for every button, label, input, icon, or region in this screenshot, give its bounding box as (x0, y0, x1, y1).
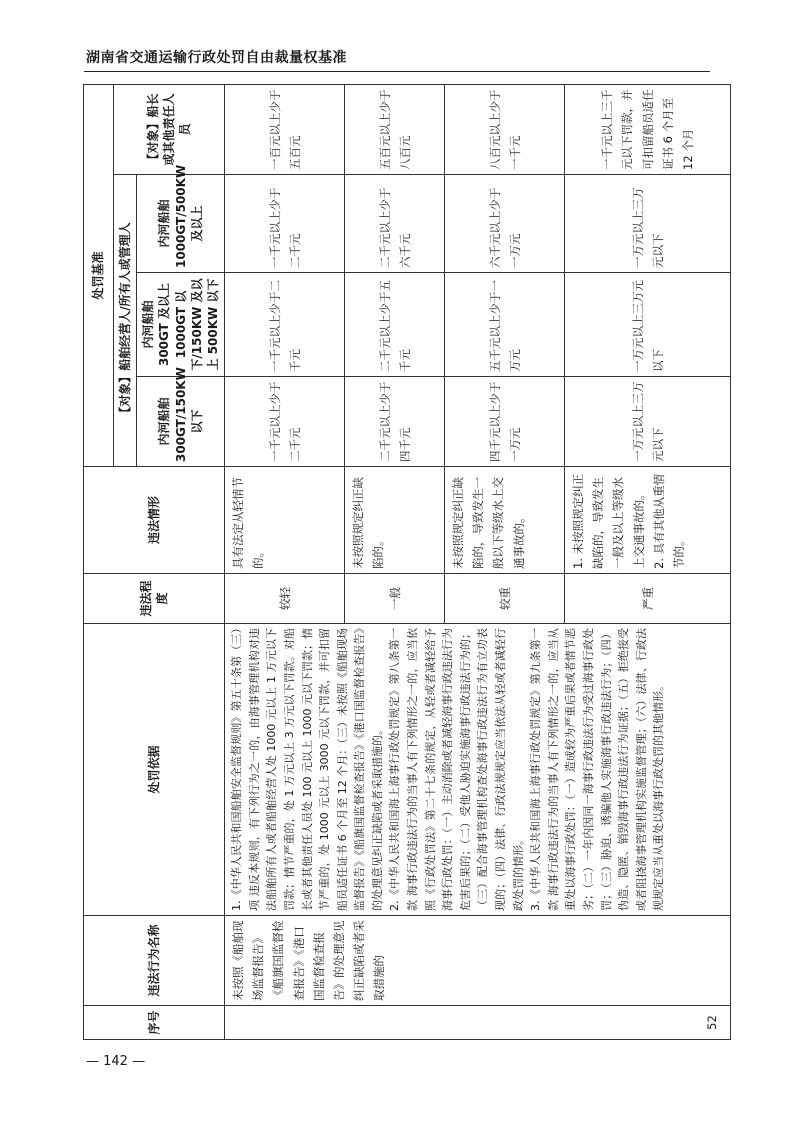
degree-cell: 较轻 (225, 574, 345, 624)
penalty-captain: 五百元以上少于八百元 (345, 84, 445, 174)
situation-cell: 具有法定从轻情节的。 (225, 467, 345, 574)
degree-cell: 较重 (445, 574, 565, 624)
degree-cell: 严重 (565, 574, 731, 624)
violation-name: 未按照《船舶现场监督报告》《船旗国监督检查报告》《港口国监督检查报告》的处理意见纠正缺陷或者采取措施的 (225, 916, 731, 1006)
penalty-small-ship: 一万元以上三万元以下 (565, 377, 731, 467)
situation-cell: 未按照规定纠正缺陷的。 (345, 467, 445, 574)
penalty-standard-table (83, 84, 731, 1040)
penalty-medium-ship: 一万元以上三万元以下 (565, 273, 731, 377)
rotated-table-wrapper (83, 85, 719, 1040)
header-situation: 违法情形 (84, 467, 225, 574)
penalty-small-ship: 四千元以上少于一万元 (445, 377, 565, 467)
penalty-large-ship: 一千元以上少于二千元 (225, 175, 345, 273)
penalty-large-ship: 六千元以上少于一万元 (445, 175, 565, 273)
page-number: — 142 — (86, 1054, 146, 1069)
page-header-title: 湖南省交通运输行政处罚自由裁量权基准 (86, 50, 347, 66)
header-col-medium-ship: 内河船舶 300GT 及以上 1000GT 以下/150KW 及以上 500KW 以下 (137, 273, 225, 377)
row-seq: 52 (225, 1006, 731, 1040)
penalty-large-ship: 二千元以上少于六千元 (345, 175, 445, 273)
header-object-owner: 【对象】船舶经营人/所有人或管理人 (114, 175, 137, 467)
header-name: 违法行为名称 (84, 916, 225, 1006)
penalty-basis-text: 1.《中华人民共和国船舶安全监督规则》第五十条第（三）项 违反本规则，有下列行为之一的，由海事管理机构对违法船舶所有人或者船舶经营人处 1000 元以上 1 万元以下罚款；情节严重的，处 1 万元以上 3 万元以下罚款。对船长或者其他责任人员处 100 元以上 1000 元以下罚款；情节严重的，处 1000 元以上 3000 元以下罚款，并可扣留船员适任证书 6 个月至 12 个月：（三）未按照《船舶现场监督报告》《船旗国监督检查报告》《港口国监督检查报告》的处理意见纠正缺陷或者采取措施的。 2.《中华人民共和国海上海事行政处罚规定》第八条第一款 海事行政违法行为的当事人有下列情形之一的，应当依照《行政处罚法》第二十七条的规定，从轻或者减轻给予海事行政处罚：（一）主动消除或者减轻海事行政违法行为危害后果的；（二）受他人胁迫实施海事行政违法行为的；（三）配合海事管理机构查处海事行政违法行为有立功表现的；（四）法律、行政法规规定应当依法从轻或者减轻行政处罚的情形。 3.《中华人民共和国海上海事行政处罚规定》第九条第一款 海事行政违法行为的当事人有下列情形之一的，应当从重处以海事行政处罚：（一）造成较为严重后果或者情节恶劣；（二）一年内因同一海事行政违法行为受过海事行政处罚；（三）胁迫、诱骗他人实施海事行政违法行为；（四）伪造、隐匿、销毁海事行政违法行为证据；（五）拒绝接受或者阻挠海事管理机构实施监督管理；（六）法律、行政法规规定应当从重处以海事行政处罚的其他情形。 (230, 628, 666, 911)
penalty-captain: 八百元以上少于一千元 (445, 84, 565, 174)
penalty-medium-ship: 五千元以上少于一万元 (445, 273, 565, 377)
penalty-basis (225, 624, 731, 916)
situation-cell: 未按照规定纠正缺陷的，导致发生一般以下等级水上交通事故的。 (445, 467, 565, 574)
header-degree: 违法程度 (84, 574, 225, 624)
situation-cell: 1. 未按照规定纠正缺陷的，导致发生一般及以上等级水上交通事故的。 2. 具有其他从重情节的。 (565, 467, 731, 574)
degree-cell: 一般 (345, 574, 445, 624)
header-col-small-ship: 内河船舶 300GT/150KW 以下 (137, 377, 225, 467)
penalty-captain: 一千元以上三千元以下罚款，并可扣留船员适任证书 6 个月至 12 个月 (565, 84, 731, 174)
penalty-medium-ship: 二千元以上少于五千元 (345, 273, 445, 377)
header-divider (84, 71, 710, 72)
header-object-captain: 【对象】船长或其他责任人员 (114, 84, 225, 174)
header-basis: 处罚依据 (84, 624, 225, 916)
header-seq: 序号 (84, 1006, 225, 1040)
header-col-large-ship: 内河船舶 1000GT/500KW 及以上 (137, 175, 225, 273)
penalty-captain: 一百元以上少于五百元 (225, 84, 345, 174)
penalty-large-ship: 一万元以上三万元以下 (565, 175, 731, 273)
penalty-small-ship: 二千元以上少于四千元 (345, 377, 445, 467)
penalty-medium-ship: 一千元以上少于二千元 (225, 273, 345, 377)
penalty-small-ship: 一千元以上少于二千元 (225, 377, 345, 467)
header-standard: 处罚基准 (84, 84, 114, 466)
